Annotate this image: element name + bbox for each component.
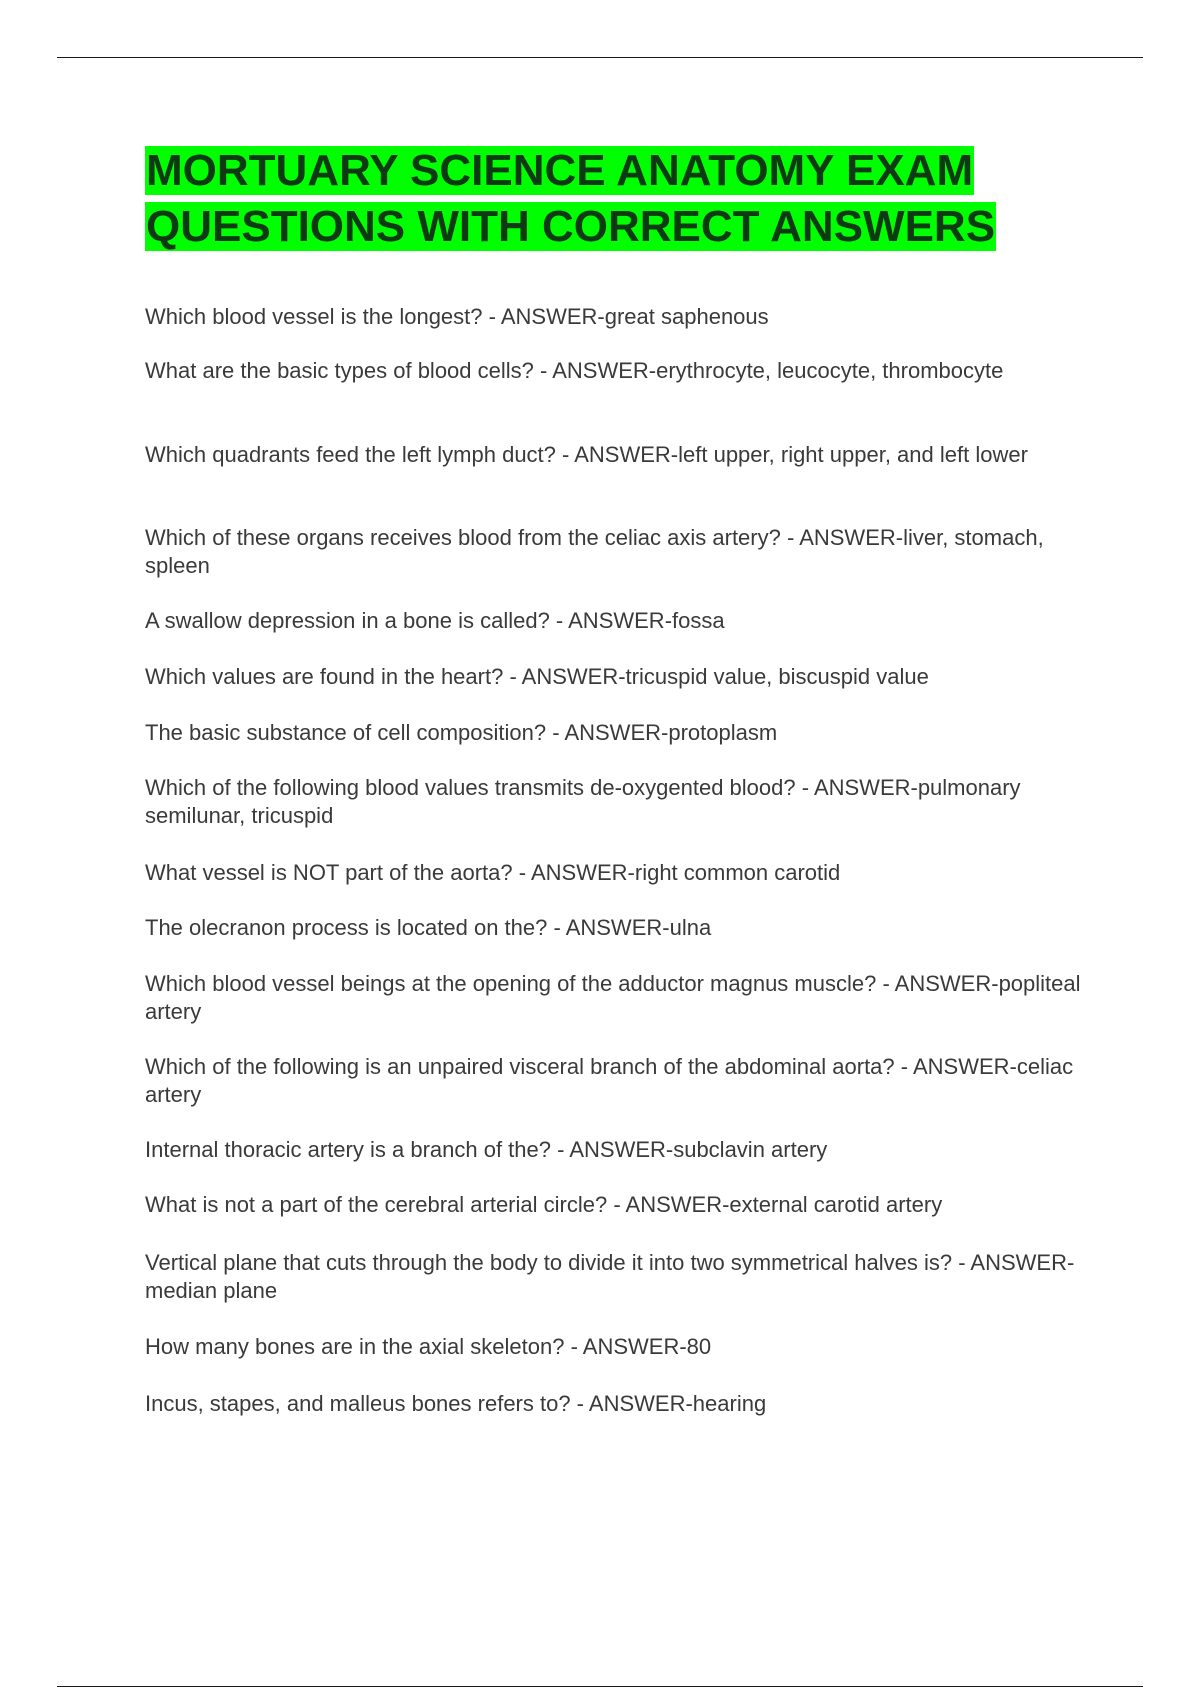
qa-item: A swallow depression in a bone is called? - ANSWER-fossa bbox=[145, 608, 725, 633]
qa-item: How many bones are in the axial skeleton? - ANSWER-80 bbox=[145, 1334, 712, 1359]
qa-item: Which of the following is an unpaired visceral branch of the abdominal aorta? - ANSWER-celiac artery bbox=[145, 1054, 1074, 1107]
qa-item: Incus, stapes, and malleus bones refers to? - ANSWER-hearing bbox=[145, 1391, 767, 1416]
bottom-rule bbox=[57, 1686, 1143, 1687]
qa-item: What is not a part of the cerebral arterial circle? - ANSWER-external carotid artery bbox=[145, 1192, 943, 1217]
qa-item: What are the basic types of blood cells? - ANSWER-erythrocyte, leucocyte, thrombocyte bbox=[145, 358, 1004, 383]
qa-item: Which blood vessel is the longest? - ANSWER-great saphenous bbox=[145, 304, 769, 329]
qa-item: Internal thoracic artery is a branch of the? - ANSWER-subclavin artery bbox=[145, 1137, 828, 1162]
qa-item: The olecranon process is located on the? - ANSWER-ulna bbox=[145, 915, 712, 940]
qa-item: The basic substance of cell composition? - ANSWER-protoplasm bbox=[145, 720, 778, 745]
qa-item: What vessel is NOT part of the aorta? - ANSWER-right common carotid bbox=[145, 860, 841, 885]
qa-item: Which values are found in the heart? - ANSWER-tricuspid value, biscuspid value bbox=[145, 664, 929, 689]
document-title bbox=[145, 143, 1095, 255]
qa-item: Which of the following blood values transmits de-oxygented blood? - ANSWER-pulmonary semilunar, tricuspid bbox=[145, 775, 1021, 828]
qa-item: Which blood vessel beings at the opening of the adductor magnus muscle? - ANSWER-popliteal artery bbox=[145, 971, 1081, 1024]
top-rule bbox=[57, 57, 1143, 58]
qa-item: Vertical plane that cuts through the body to divide it into two symmetrical halves is? - ANSWER-median plane bbox=[145, 1250, 1075, 1303]
qa-item: Which quadrants feed the left lymph duct? - ANSWER-left upper, right upper, and left lower bbox=[145, 442, 1028, 467]
qa-item: Which of these organs receives blood from the celiac axis artery? - ANSWER-liver, stomach, spleen bbox=[145, 525, 1044, 578]
title-highlight: MORTUARY SCIENCE ANATOMY EXAM QUESTIONS WITH CORRECT ANSWERS bbox=[146, 146, 996, 251]
